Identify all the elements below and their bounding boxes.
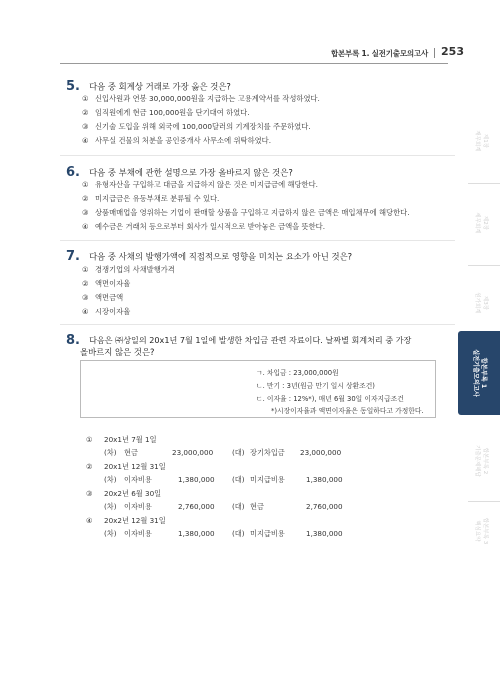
- option[interactable]: ④ 시장이자율: [82, 307, 131, 316]
- page-number: 253: [441, 45, 464, 58]
- option[interactable]: ① 경쟁기업의 사채발행가격: [82, 265, 175, 274]
- question-text-continued: 올바르지 않은 것은?: [80, 347, 155, 357]
- credit-account: 현금: [250, 502, 264, 511]
- question-text: 다음은 ㈜상일의 20x1년 7월 1일에 발생한 차입금 관련 자료이다. 날짜별 회계처리 중 가장: [89, 335, 412, 345]
- option-number[interactable]: ②: [86, 462, 93, 471]
- credit-amount: 1,380,000: [306, 529, 343, 538]
- running-title: 합본부록 1. 실전기출모의고사: [330, 49, 428, 58]
- credit-mark: (대): [232, 529, 245, 538]
- tab-appendix-1[interactable]: 합본부록 1 실전기출모의고사: [458, 331, 500, 415]
- debit-mark: (차): [104, 475, 117, 484]
- credit-amount: 23,000,000: [300, 448, 342, 457]
- option[interactable]: ③ 신기술 도입을 위해 외국에 100,000달러의 기계장치를 주문하였다.: [82, 122, 311, 131]
- tab-chapter-3[interactable]: 제3장 원가회계: [474, 292, 488, 314]
- question-number: 8.: [66, 333, 80, 348]
- credit-amount: 1,380,000: [306, 475, 343, 484]
- credit-mark: (대): [232, 448, 245, 457]
- tab-appendix-2[interactable]: 합본부록 2 기출문제해답: [474, 445, 488, 477]
- question-text: 다음 중 사채의 발행가액에 직접적으로 영향을 미치는 요소가 아닌 것은?: [89, 251, 353, 262]
- option[interactable]: ④ 사무실 건물의 처분을 공인중개사 사무소에 위탁하였다.: [82, 136, 272, 145]
- tab-appendix-3[interactable]: 합본부록 3 핵심요약: [474, 517, 488, 545]
- section-divider: [60, 155, 455, 156]
- tab-chapter-1[interactable]: 제1장 재무회계: [474, 130, 488, 152]
- option-date: 20x1년 7월 1일: [104, 435, 157, 444]
- debit-mark: (차): [104, 502, 117, 511]
- debit-account: 현금: [124, 448, 138, 457]
- debit-amount: 2,760,000: [178, 502, 215, 511]
- option[interactable]: ② 미지급금은 유동부채로 분류될 수 있다.: [82, 194, 220, 203]
- question-text: 다음 중 부채에 관한 설명으로 가장 올바르지 않은 것은?: [89, 167, 293, 178]
- question-text: 다음 중 회계상 거래로 가장 옳은 것은?: [89, 81, 231, 92]
- header-rule: [60, 63, 448, 64]
- debit-amount: 23,000,000: [172, 448, 214, 457]
- option[interactable]: ① 신입사원과 연봉 30,000,000원을 지급하는 고용계약서를 작성하였다.: [82, 94, 320, 103]
- credit-amount: 2,760,000: [306, 502, 343, 511]
- section-divider: [60, 240, 455, 241]
- question-5-options: [82, 92, 320, 148]
- box-item: ㄴ. 만기 : 3년(원금 만기 일시 상환조건): [256, 382, 375, 390]
- tab-divider: [468, 183, 500, 184]
- question-number: 5.: [66, 79, 80, 94]
- credit-account: 장기차입금: [250, 448, 285, 457]
- question-7-options: [82, 263, 175, 319]
- debit-amount: 1,380,000: [178, 475, 215, 484]
- debit-account: 이자비용: [124, 502, 152, 511]
- debit-mark: (차): [104, 529, 117, 538]
- debit-account: 이자비용: [124, 475, 152, 484]
- option-number[interactable]: ④: [86, 516, 93, 525]
- section-divider: [60, 324, 455, 325]
- debit-mark: (차): [104, 448, 117, 457]
- option-number[interactable]: ③: [86, 489, 93, 498]
- box-item: ㄷ. 이자율 : 12%*), 매년 6월 30일 이자지급조건: [256, 395, 404, 403]
- box-item: ㄱ. 차입금 : 23,000,000원: [256, 369, 339, 377]
- option[interactable]: ② 액면이자율: [82, 279, 131, 288]
- option[interactable]: ② 임직원에게 현금 100,000원을 단기대여 하였다.: [82, 108, 250, 117]
- question-6-options: [82, 178, 410, 234]
- credit-account: 미지급비용: [250, 475, 285, 484]
- credit-mark: (대): [232, 475, 245, 484]
- question-number: 6.: [66, 165, 80, 180]
- credit-account: 미지급비용: [250, 529, 285, 538]
- question-number: 7.: [66, 249, 80, 264]
- page-header: [0, 44, 500, 64]
- chapter-tabs: [458, 85, 500, 565]
- option[interactable]: ③ 상품매매업을 영위하는 기업이 판매할 상품을 구입하고 지급하지 않은 금액은 매입채무에 해당한다.: [82, 208, 410, 217]
- data-box: [80, 360, 436, 418]
- tab-divider: [468, 265, 500, 266]
- header-divider: [434, 48, 435, 58]
- option[interactable]: ① 유형자산을 구입하고 대금을 지급하지 않은 것은 미지급금에 해당한다.: [82, 180, 318, 189]
- option-date: 20x2년 12월 31일: [104, 516, 166, 525]
- option[interactable]: ③ 액면금액: [82, 293, 124, 302]
- option[interactable]: ④ 예수금은 거래처 등으로부터 회사가 일시적으로 받아놓은 금액을 뜻한다.: [82, 222, 326, 231]
- tab-chapter-2[interactable]: 제2장 세무회계: [474, 212, 488, 234]
- box-footnote: *)시장이자율과 액면이자율은 동일하다고 가정한다.: [271, 407, 424, 415]
- option-number[interactable]: ①: [86, 435, 93, 444]
- option-date: 20x2년 6월 30일: [104, 489, 162, 498]
- credit-mark: (대): [232, 502, 245, 511]
- option-date: 20x1년 12월 31일: [104, 462, 166, 471]
- debit-account: 이자비용: [124, 529, 152, 538]
- debit-amount: 1,380,000: [178, 529, 215, 538]
